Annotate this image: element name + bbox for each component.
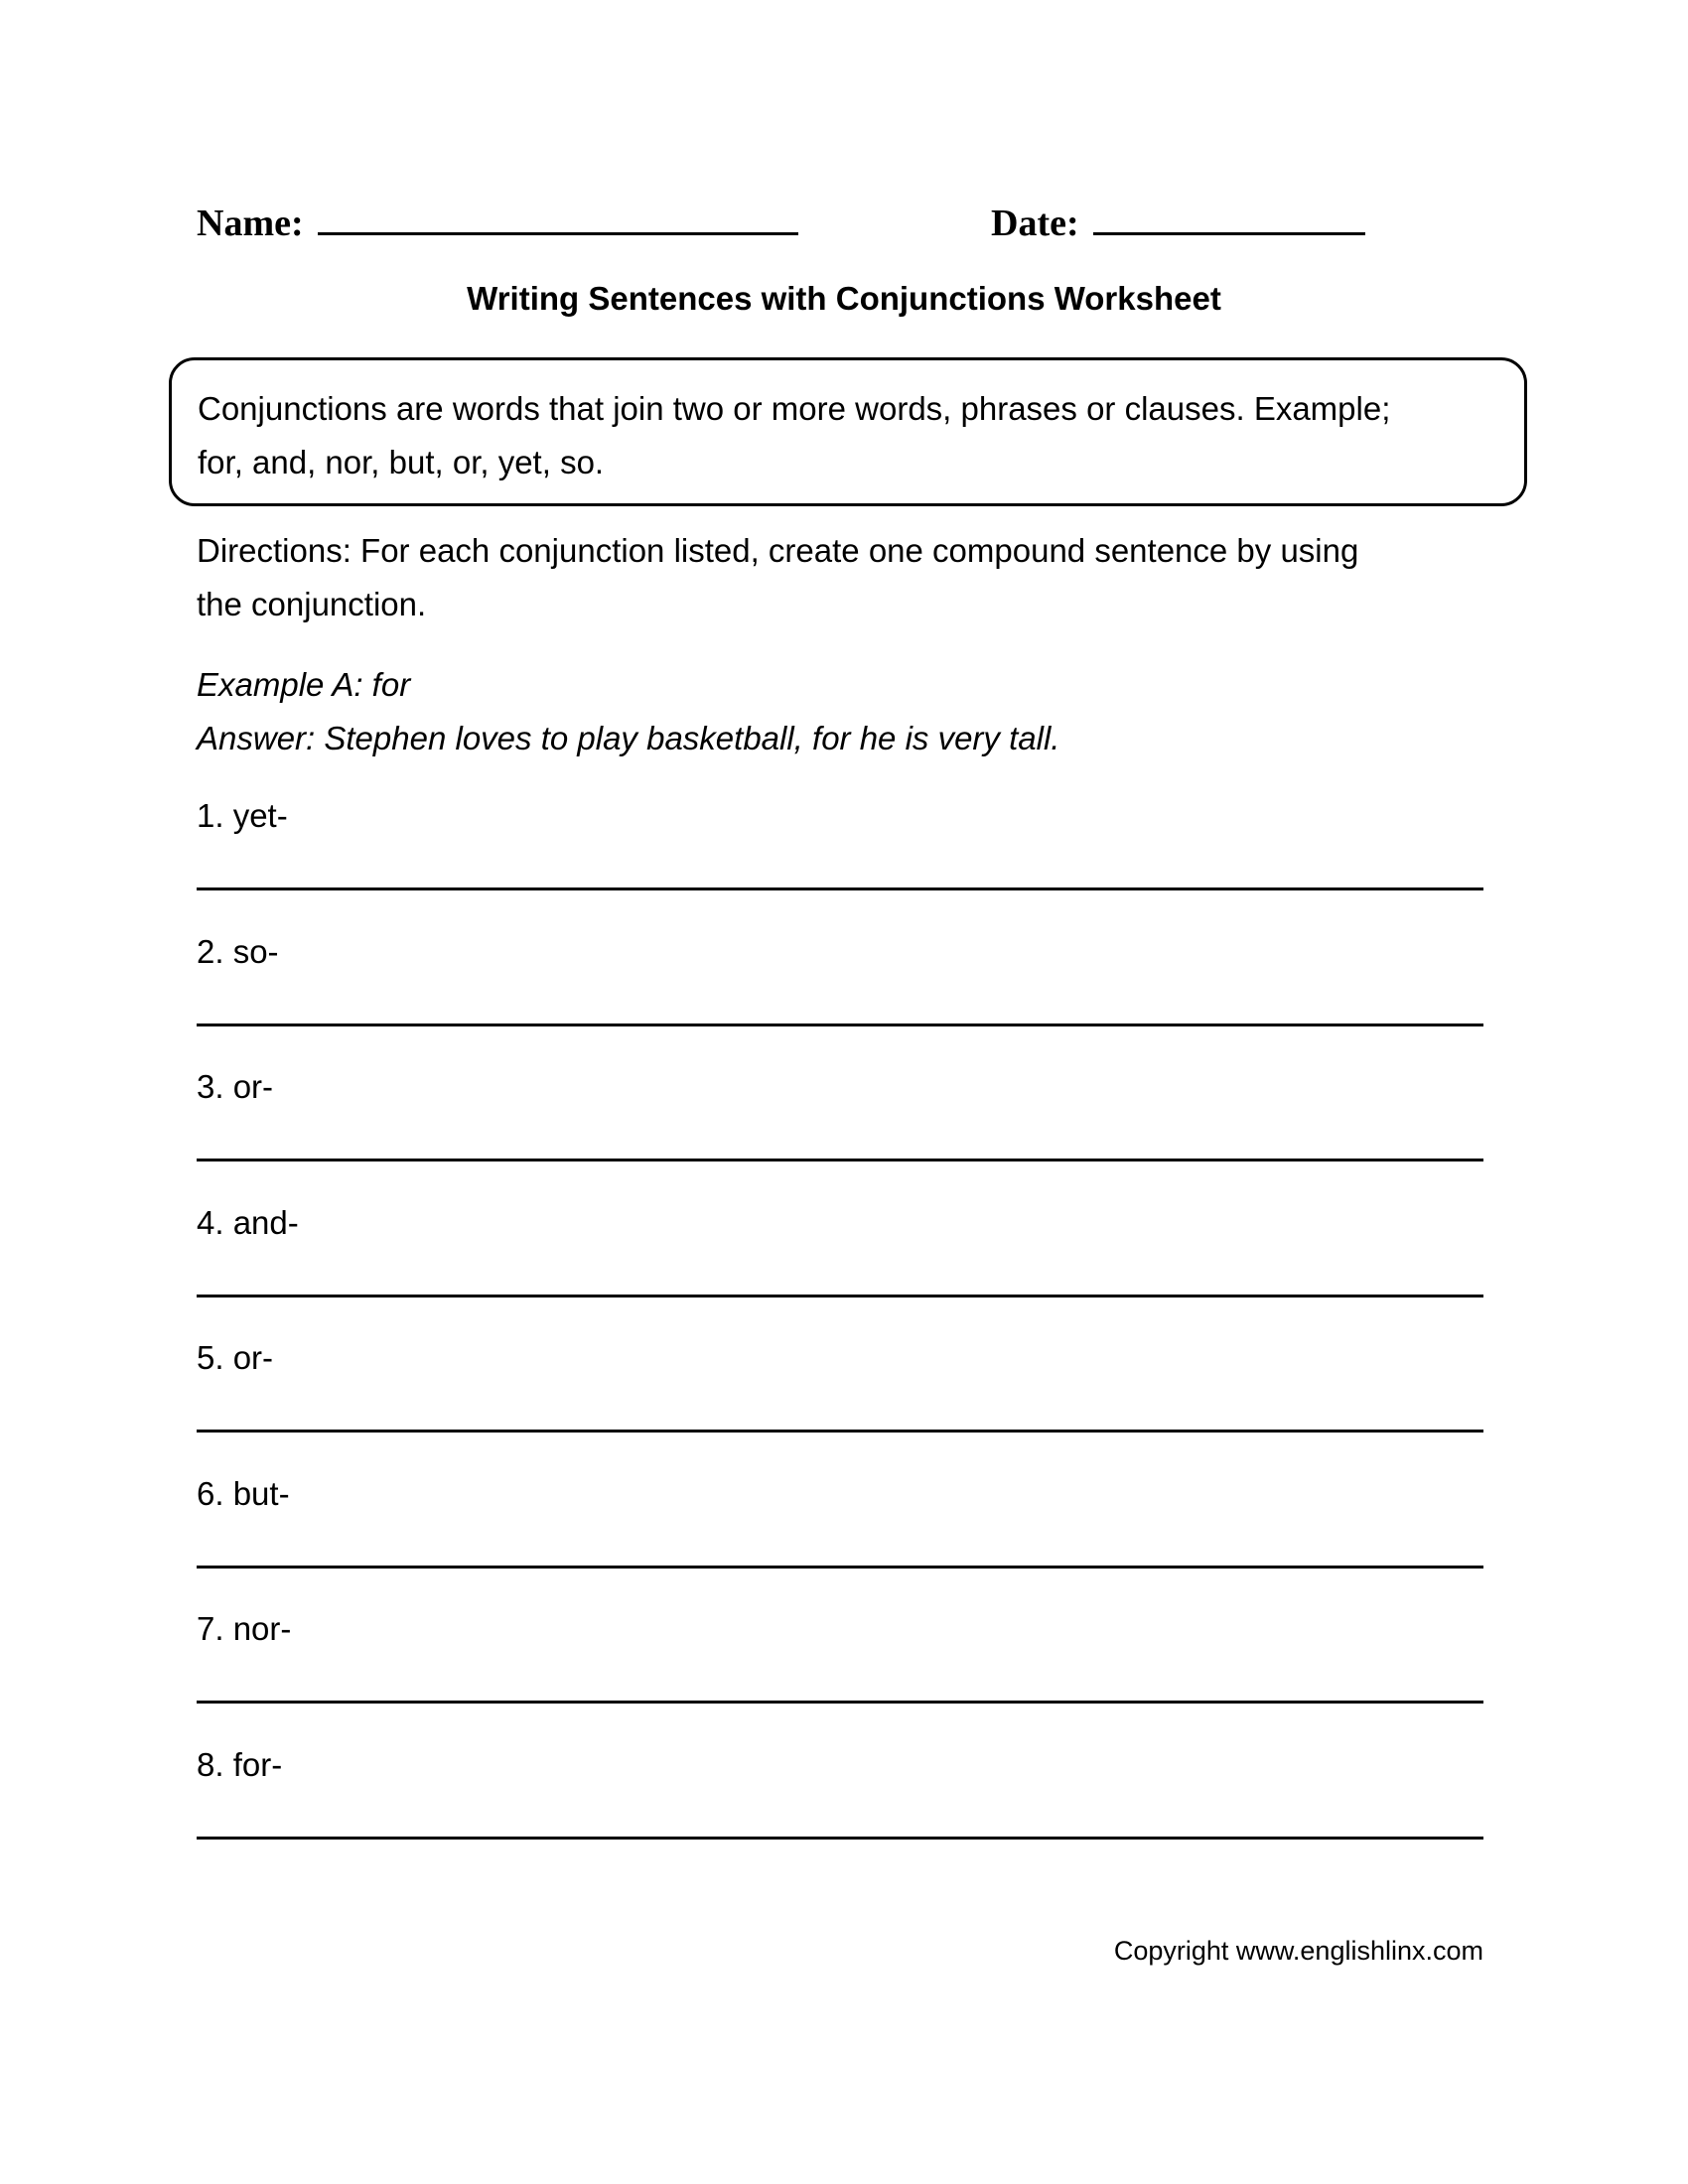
exercise-label: 8. for- bbox=[197, 1745, 283, 1783]
answer-line[interactable] bbox=[197, 1024, 1483, 1026]
exercise-item bbox=[197, 1196, 1483, 1332]
definition-line-1: Conjunctions are words that join two or more words, phrases or clauses. Example; bbox=[198, 390, 1391, 427]
answer-line[interactable] bbox=[197, 1837, 1483, 1840]
exercise-label: 1. yet- bbox=[197, 797, 288, 834]
answer-line[interactable] bbox=[197, 887, 1483, 890]
answer-line[interactable] bbox=[197, 1295, 1483, 1297]
exercise-label: 6. but- bbox=[197, 1474, 290, 1512]
name-blank-line[interactable] bbox=[318, 195, 798, 235]
example-prompt: Example A: for bbox=[197, 666, 411, 703]
exercise-item bbox=[197, 1738, 1483, 1874]
definition-box bbox=[169, 357, 1527, 506]
date-field bbox=[991, 195, 1365, 245]
copyright-notice: Copyright www.englishlinx.com bbox=[1113, 1936, 1483, 1966]
name-field bbox=[197, 195, 798, 245]
exercise-item bbox=[197, 925, 1483, 1061]
answer-line[interactable] bbox=[197, 1159, 1483, 1161]
exercise-item bbox=[197, 789, 1483, 925]
date-blank-line[interactable] bbox=[1093, 195, 1365, 235]
answer-line[interactable] bbox=[197, 1566, 1483, 1569]
worksheet-title: Writing Sentences with Conjunctions Worksheet bbox=[467, 280, 1221, 317]
directions bbox=[197, 524, 1497, 631]
exercise-item bbox=[197, 1331, 1483, 1467]
exercise-item bbox=[197, 1467, 1483, 1603]
directions-line-2: the conjunction. bbox=[197, 586, 427, 622]
exercise-label: 2. so- bbox=[197, 932, 279, 970]
definition-line-2: for, and, nor, but, or, yet, so. bbox=[198, 444, 605, 480]
answer-line[interactable] bbox=[197, 1430, 1483, 1433]
name-label: Name: bbox=[197, 203, 304, 244]
exercise-label: 4. and- bbox=[197, 1203, 299, 1241]
exercise-item bbox=[197, 1602, 1483, 1738]
answer-line[interactable] bbox=[197, 1701, 1483, 1704]
example-answer: Answer: Stephen loves to play basketball, for he is very tall. bbox=[197, 720, 1060, 756]
header-row bbox=[197, 195, 1477, 254]
example-block bbox=[197, 658, 1497, 765]
exercise-label: 5. or- bbox=[197, 1339, 274, 1376]
exercise-label: 7. nor- bbox=[197, 1610, 292, 1647]
exercise-list bbox=[197, 789, 1483, 1873]
directions-line-1: Directions: For each conjunction listed, create one compound sentence by using bbox=[197, 532, 1359, 569]
exercise-label: 3. or- bbox=[197, 1068, 274, 1105]
date-label: Date: bbox=[991, 203, 1079, 244]
exercise-item bbox=[197, 1060, 1483, 1196]
